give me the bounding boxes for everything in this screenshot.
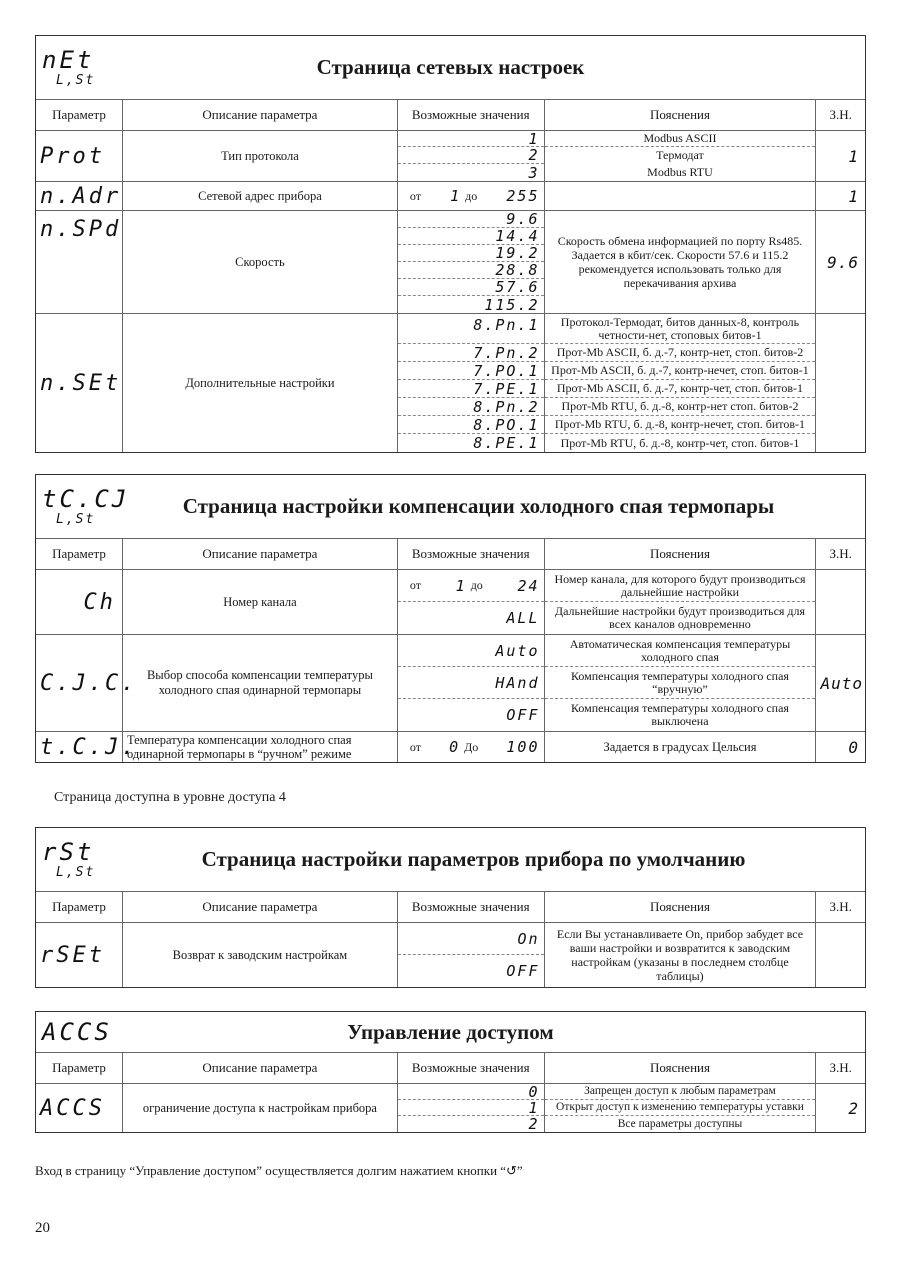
network-settings-table xyxy=(35,35,866,453)
page-code-sub: L,St xyxy=(56,865,96,880)
value-item: 115.2 xyxy=(484,295,540,314)
value-item: OFF xyxy=(506,962,540,980)
param-code: Prot xyxy=(36,131,122,182)
param-code: t.C.J. xyxy=(36,732,122,763)
table-title-bar xyxy=(36,36,865,100)
explain-item: Термодат xyxy=(656,148,704,162)
explain-item: Прот-Mb ASCII, б. д.-7, контр-чет, стоп. битов-1 xyxy=(545,380,816,398)
param-code: ACCS xyxy=(36,1084,122,1133)
table-title-bar xyxy=(36,475,865,539)
range-to-label: до xyxy=(470,578,483,592)
value-item: 7.PE.1 xyxy=(473,379,540,398)
table-row xyxy=(36,923,865,988)
range-from: 0 xyxy=(449,738,461,756)
page-number: 20 xyxy=(35,1220,50,1236)
value-item: 19.2 xyxy=(495,244,540,262)
param-desc: Тип протокола xyxy=(122,131,397,182)
cold-junction-table xyxy=(35,474,866,763)
page-code xyxy=(36,485,130,527)
explain-item: Запрещен доступ к любым параметрам xyxy=(545,1084,816,1100)
header-values: Возможные значения xyxy=(397,892,544,923)
header-param: Параметр xyxy=(36,100,122,131)
explain-item: Дальнейшие настройки будут производиться для всех каналов одновременно xyxy=(554,604,806,631)
param-code: n.SPd xyxy=(36,211,122,314)
param-values xyxy=(397,131,544,182)
explain-item: Протокол-Термодат, битов данных-8, контроль четности-нет, стоповых битов-1 xyxy=(545,314,816,344)
value-item: 0 xyxy=(528,1082,540,1101)
param-desc: Выбор способа компенсации температуры холодного спая одинарной термопары xyxy=(122,635,397,732)
value-item: 9.6 xyxy=(506,210,540,228)
access-control-table xyxy=(35,1011,866,1133)
param-explain xyxy=(544,314,816,453)
table-row xyxy=(36,635,865,732)
header-desc: Описание параметра xyxy=(122,892,397,923)
explain-item: Прот-Mb ASCII, б. д.-7, контр-нечет, стоп. битов-1 xyxy=(545,362,816,380)
parameters-table xyxy=(36,1053,865,1132)
param-explain xyxy=(544,570,816,635)
range-from: 1 xyxy=(450,187,462,205)
value-item: 1 xyxy=(528,1098,540,1117)
explain-item: Все параметры доступны xyxy=(617,1117,743,1130)
param-values xyxy=(397,635,544,732)
param-explain: Скорость обмена информацией по порту Rs485. Задается в кбит/сек. Скорости 57.6 и 115.2 рекомендуется использовать только для перекачивания архива xyxy=(544,211,816,314)
value-item: 7.PO.1 xyxy=(473,361,540,380)
table-title-bar xyxy=(36,1012,865,1053)
param-default xyxy=(816,635,865,732)
value-item: 8.PE.1 xyxy=(473,434,540,452)
param-default xyxy=(816,1084,865,1133)
param-explain xyxy=(544,1084,816,1133)
header-values: Возможные значения xyxy=(397,539,544,570)
table-row xyxy=(36,211,865,314)
param-desc: Дополнительные настройки xyxy=(122,314,397,453)
value-item: 57.6 xyxy=(495,278,540,296)
header-desc: Описание параметра xyxy=(122,100,397,131)
parameters-table xyxy=(36,539,865,762)
explain-item: Прот-Mb RTU, б. д.-8, контр-нет стоп. битов-2 xyxy=(545,398,816,416)
param-values xyxy=(397,1084,544,1133)
header-default: З.Н. xyxy=(816,892,865,923)
header-row xyxy=(36,892,865,923)
default-value: Auto xyxy=(820,673,863,693)
header-row xyxy=(36,100,865,131)
param-code: n.SEt xyxy=(36,314,122,453)
page-title: Управление доступом xyxy=(347,1019,554,1044)
header-default: З.Н. xyxy=(816,1053,865,1084)
page-code xyxy=(36,839,122,880)
page-code xyxy=(36,47,122,88)
param-explain xyxy=(544,635,816,732)
header-param: Параметр xyxy=(36,1053,122,1084)
param-explain xyxy=(544,182,816,211)
param-default xyxy=(816,923,865,988)
value-item: 8.Pn.2 xyxy=(473,397,540,416)
explain-item: Номер канала, для которого будут производиться дальнейшие настройки xyxy=(545,570,816,602)
reset-defaults-table xyxy=(35,827,866,988)
explain-item: Modbus ASCII xyxy=(545,131,816,147)
table-row xyxy=(36,570,865,635)
access-level-note: Страница доступна в уровне доступа 4 xyxy=(54,790,286,805)
header-desc: Описание параметра xyxy=(122,1053,397,1084)
param-desc: Номер канала xyxy=(122,570,397,635)
value-item: 7.Pn.2 xyxy=(473,343,540,362)
header-explain: Пояснения xyxy=(544,1053,816,1084)
value-item: 2 xyxy=(528,146,540,164)
header-default: З.Н. xyxy=(816,539,865,570)
page-code xyxy=(36,1019,122,1045)
value-item: OFF xyxy=(506,706,540,724)
param-default xyxy=(816,182,865,211)
default-value: 9.6 xyxy=(827,252,859,272)
explain-item: Компенсация температуры холодного спая “вручную” xyxy=(545,667,816,699)
table-row xyxy=(36,1084,865,1133)
value-item: 14.4 xyxy=(495,227,540,245)
header-explain: Пояснения xyxy=(544,892,816,923)
value-item: 8.Pn.1 xyxy=(473,316,540,334)
explain-item: Прот-Mb RTU, б. д.-8, контр-нечет, стоп. битов-1 xyxy=(545,416,816,434)
param-values xyxy=(397,732,544,763)
value-item: On xyxy=(517,929,540,948)
header-param: Параметр xyxy=(36,539,122,570)
range-to: 255 xyxy=(506,187,540,205)
param-default xyxy=(816,131,865,182)
param-values xyxy=(397,182,544,211)
param-default xyxy=(816,314,865,453)
table-row xyxy=(36,131,865,182)
explain-item: Открыт доступ к изменению температуры уставки xyxy=(545,1100,816,1116)
explain-item: Modbus RTU xyxy=(647,165,713,179)
range-from-label: от xyxy=(409,188,422,203)
value-item: HAnd xyxy=(495,673,540,692)
range-to: 100 xyxy=(506,738,540,756)
param-explain xyxy=(544,131,816,182)
page-code-sub: L,St xyxy=(56,73,96,88)
range-to: 24 xyxy=(517,576,540,595)
param-explain: Если Вы устанавливаете On, прибор забудет все ваши настройки и возвратится к заводским настройкам (указаны в последнем столбце таблицы) xyxy=(544,923,816,988)
value-item: ALL xyxy=(506,609,540,627)
param-default xyxy=(816,211,865,314)
value-item: 1 xyxy=(528,129,540,148)
value-item: 3 xyxy=(528,163,540,182)
page-title: Страница настройки компенсации холодного спая термопары xyxy=(182,494,775,518)
default-value: 1 xyxy=(848,186,859,206)
param-code: C.J.C. xyxy=(36,635,122,732)
param-desc: Скорость xyxy=(122,211,397,314)
range-to-label: До xyxy=(464,739,479,754)
table-title-bar xyxy=(36,828,865,892)
explain-item: Прот-Mb RTU, б. д.-8, контр-чет, стоп. битов-1 xyxy=(560,435,800,450)
page-code-main: ACCS xyxy=(42,1018,112,1046)
param-explain: Задается в градусах Цельсия xyxy=(544,732,816,763)
range-from-label: от xyxy=(409,578,422,592)
param-code: Ch xyxy=(36,570,122,635)
default-value: 0 xyxy=(848,737,859,757)
param-desc: ограничение доступа к настройкам прибора xyxy=(122,1084,397,1133)
header-explain: Пояснения xyxy=(544,539,816,570)
explain-item: Прот-Mb ASCII, б. д.-7, контр-нет, стоп. битов-2 xyxy=(545,344,816,362)
page-code-main: rSt xyxy=(42,838,95,866)
header-values: Возможные значения xyxy=(397,100,544,131)
value-item: 2 xyxy=(528,1115,540,1133)
value-item: 28.8 xyxy=(495,261,540,279)
range-from: 1 xyxy=(455,576,467,595)
explain-item: Компенсация температуры холодного спая выключена xyxy=(570,701,789,728)
param-default xyxy=(816,732,865,763)
page-title: Страница настройки параметров прибора по умолчанию xyxy=(201,847,746,871)
page-title: Страница сетевых настроек xyxy=(316,55,585,79)
header-row xyxy=(36,1053,865,1084)
range-from-label: от xyxy=(409,739,422,754)
explain-item: Автоматическая компенсация температуры холодного спая xyxy=(545,635,816,667)
param-values xyxy=(397,314,544,453)
header-default: З.Н. xyxy=(816,100,865,131)
value-item: 8.PO.1 xyxy=(473,415,540,434)
parameters-table xyxy=(36,892,865,987)
parameters-table xyxy=(36,100,865,452)
header-param: Параметр xyxy=(36,892,122,923)
page-code-main: nEt xyxy=(42,46,95,74)
param-desc: Возврат к заводским настройкам xyxy=(122,923,397,988)
default-value: 1 xyxy=(848,146,859,166)
header-explain: Пояснения xyxy=(544,100,816,131)
table-row xyxy=(36,182,865,211)
access-entry-note: Вход в страницу “Управление доступом” осуществляется долгим нажатием кнопки “↺” xyxy=(35,1163,523,1178)
table-row xyxy=(36,314,865,453)
param-values xyxy=(397,923,544,988)
param-code: rSEt xyxy=(36,923,122,988)
param-values xyxy=(397,211,544,314)
param-code: n.Adr xyxy=(36,182,122,211)
page-code-main: tC.CJ xyxy=(42,485,130,513)
param-values xyxy=(397,570,544,635)
header-desc: Описание параметра xyxy=(122,539,397,570)
value-item: Auto xyxy=(495,641,540,660)
table-row xyxy=(36,732,865,763)
page-code-sub: L,St xyxy=(56,512,96,527)
range-to-label: до xyxy=(465,188,478,203)
param-desc: Сетевой адрес прибора xyxy=(122,182,397,211)
header-row xyxy=(36,539,865,570)
header-values: Возможные значения xyxy=(397,1053,544,1084)
param-default xyxy=(816,570,865,635)
default-value: 2 xyxy=(848,1098,859,1118)
param-desc: Температура компенсации холодного спая одинарной термопары в “ручном” режиме xyxy=(122,732,397,763)
